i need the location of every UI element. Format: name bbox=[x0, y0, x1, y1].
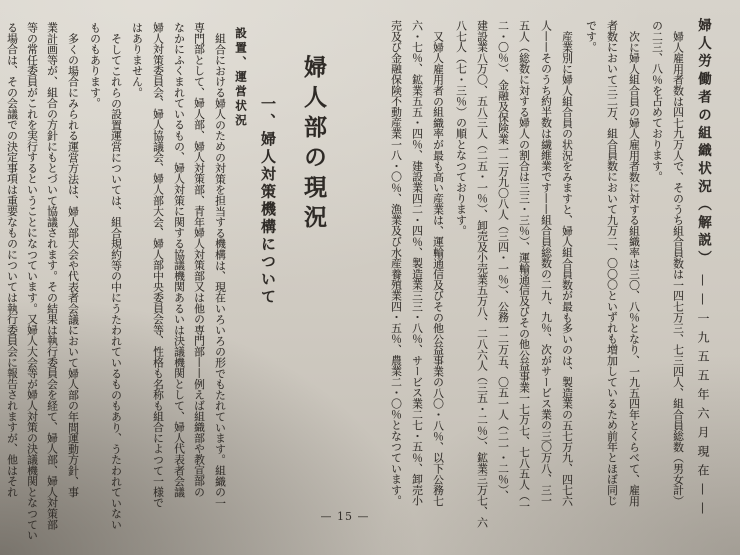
article-line: 二・〇％）、金融及保険業一二万九〇八人（三四・一％）、公務一二万五、〇五一人（二一・二％）、 bbox=[497, 20, 510, 501]
article-line: 人——そのうち約半数は繊維業です——組合員総数の二九、九％、次がサービス業の三〇万八、三一 bbox=[540, 20, 553, 506]
section-line: なかにふくまれているもの、婦人対策に関する協議機関あるいは決議機関として、婦人代表者会議 bbox=[173, 22, 186, 498]
section-heading: 婦人部の現況 bbox=[300, 55, 327, 235]
section-line: はありません。 bbox=[131, 22, 144, 98]
section-line: 多くの場合にみられる運営方法は、婦人部大会や代表者会議において婦人部の年間運動方針、事 bbox=[67, 33, 80, 498]
article-line: 者数において三二万、組合員数において九万二、〇〇〇といずれも増加しているため前年とほぼ同じ bbox=[606, 20, 619, 506]
article-line: 次に婦人組合員の婦人雇用者数に対する組織率は三〇、八％となり、一九五四年とくらべて、雇用 bbox=[628, 31, 641, 507]
section-line: る場合は、その会議での決定事項は重要なものについては執行委員会に報告されますが、他はそれ bbox=[6, 22, 19, 498]
article-line: です。 bbox=[585, 20, 598, 53]
section-line: 業計画等が、組合の方針にもとづいて協議されます。その結果は執行委員会を経て、婦人部、婦人対策部 bbox=[46, 22, 59, 530]
section-line: 等の常任委員がこれを実行するということになつています。又婦人大会等が婦人対策の決議機関となつてい bbox=[26, 22, 39, 541]
article-line: 売及び金融保険不動産業一八・〇％、漁業及び水産養殖業四・五％、農業二・〇％となつています。 bbox=[390, 20, 403, 506]
section-line: 専門部として、婦人部、婦人対策部、青年婦人対策部又は他の専門部——例えば組織部や教宣部の bbox=[193, 22, 206, 498]
article-line: 婦人雇用者数は四七九万人で、そのうち組合員数は一四七万三、七三四人、組合員総数（男女計） bbox=[672, 31, 685, 507]
section-topic-heading: 設置、運営状況 bbox=[234, 27, 248, 129]
article-date-note: ——一九五五年六月現在—— bbox=[696, 274, 710, 521]
article-line: 八七人（七・三％）の順となつております。 bbox=[455, 20, 468, 236]
article-line: 産業別に婦人組合員の状況をみますと、婦人組合員数が最も多いのは、製造業の五七万九、四七六 bbox=[561, 31, 574, 507]
section-subheading: 一、婦人対策機構について bbox=[259, 96, 277, 306]
article-line: の二三、八％を占めております。 bbox=[651, 20, 664, 182]
article-line: 又婦人雇用者の組織率が最も高い産業は、運輸通信及びその他公益事業の八〇・八％、以下公務七 bbox=[432, 31, 445, 507]
section-line: ものもあります。 bbox=[89, 22, 102, 109]
page-number: — 15 — bbox=[320, 510, 370, 523]
article-line: 建設業八万〇、五八三人（二五・一％）、卸売及小売業五万八、二八六人（三五・二％）、鉱業三万七、六 bbox=[476, 20, 489, 528]
section-line: 婦人対策委員会、婦人協議会、婦人部大会、婦人部中央委員会等、性格も名称も組合によつて一様で bbox=[152, 22, 165, 508]
article-line: 五人（総数に対する婦人の割合は三三・三％）、運輸通信及びその他公益事業一七万七、七八五人（一 bbox=[518, 20, 531, 512]
section-line: そしてこれらの設置運営については、組合規約等の中にうたわれているものもあり、うたわれていない bbox=[110, 33, 123, 530]
article-title: 婦人労働者の組織状況（解説） bbox=[695, 18, 711, 269]
section-line: 組合における婦人のための対策を担当する機構は、現在いろいろの形でもたれています。組織の一 bbox=[214, 33, 227, 509]
article-line: 六・七％、鉱業五五・四％、建設業四二・四％、製造業三三・八％、サービス業二七・五％、卸売小 bbox=[411, 20, 424, 506]
